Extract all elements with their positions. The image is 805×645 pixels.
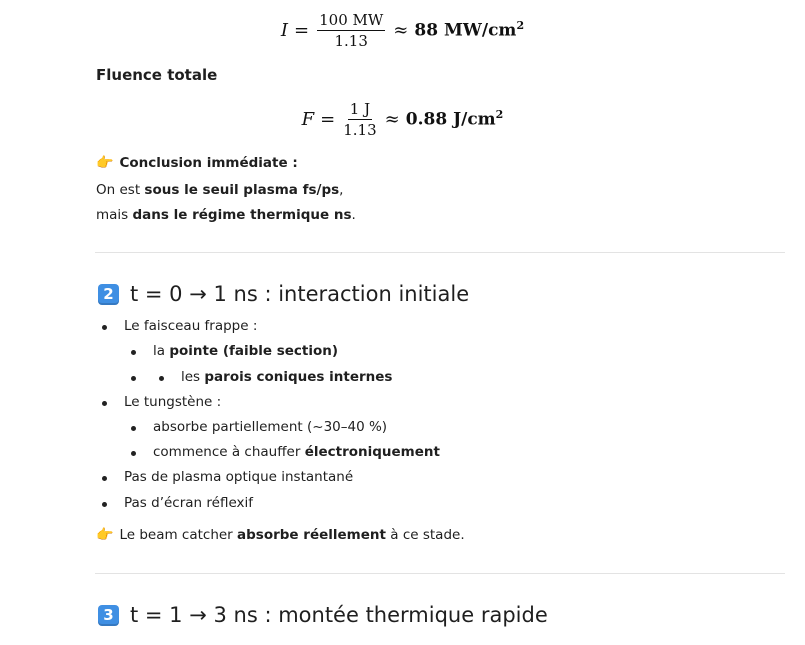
text: On est (96, 182, 145, 198)
text: Le beam catcher (119, 527, 238, 543)
text: commence à chauffer (153, 444, 305, 460)
eq-var: F (301, 108, 315, 130)
text: à ce stade. (385, 527, 465, 543)
eq-numerator: 1 J (349, 99, 371, 118)
text: , (339, 182, 344, 198)
eq-result (406, 108, 504, 130)
keycap-3-icon: 3 (98, 605, 119, 626)
list-item: Pas d’écran réflexif (124, 495, 254, 511)
section-3-heading (98, 603, 548, 627)
eq-exponent: 2 (495, 108, 504, 122)
text: . (351, 207, 356, 223)
list-item (153, 343, 338, 359)
fluence-heading: Fluence totale (96, 66, 218, 84)
section-3-title: t = 1 → 3 ns : montée thermique rapide (130, 603, 548, 627)
bold-text: pointe (faible section) (169, 343, 339, 359)
eq-equals: = (320, 108, 336, 130)
list-item: absorbe partiellement (~30–40 %) (153, 419, 388, 435)
eq-denominator: 1.13 (343, 120, 377, 139)
list-item: Le tungstène : (124, 394, 222, 410)
bullet-icon (102, 476, 107, 481)
eq-result-value: 0.88 J/cm (405, 109, 496, 130)
bold-text: dans le régime thermique ns (132, 207, 352, 223)
pointing-hand-icon: 👉 (96, 155, 114, 171)
bullet-icon (131, 350, 136, 355)
list-item: Pas de plasma optique instantané (124, 469, 354, 485)
section-2-title: t = 0 → 1 ns : interaction initiale (130, 282, 470, 306)
eq-approx: ≈ (393, 19, 409, 41)
bold-text: absorbe réellement (237, 527, 386, 543)
eq-equals: = (294, 19, 310, 41)
bullet-icon (159, 376, 164, 381)
keycap-2-icon: 2 (98, 284, 119, 305)
bullet-icon (102, 401, 107, 406)
section-2-heading (98, 282, 469, 306)
list-item: Le faisceau frappe : (124, 318, 258, 334)
eq-result-value: 88 MW/cm (414, 20, 517, 41)
text: mais (96, 207, 133, 223)
intensity-equation (0, 10, 805, 50)
eq-numerator: 100 MW (319, 10, 384, 29)
bold-text: sous le seuil plasma fs/ps (144, 182, 340, 198)
eq-denominator: 1.13 (334, 31, 368, 50)
eq-fraction (317, 10, 385, 51)
bullet-icon (102, 502, 107, 507)
list-item (181, 369, 392, 385)
divider (95, 252, 785, 253)
bold-text: électroniquement (304, 444, 440, 460)
list-item (153, 444, 440, 460)
conclusion-line-1 (96, 182, 343, 198)
bullet-icon (131, 426, 136, 431)
divider (95, 573, 785, 574)
conclusion-title-text: Conclusion immédiate : (119, 155, 298, 171)
eq-result (414, 19, 524, 41)
bullet-icon (131, 451, 136, 456)
bullet-icon (102, 325, 107, 330)
conclusion-title (96, 155, 298, 171)
bold-text: parois coniques internes (204, 369, 393, 385)
conclusion-line-2 (96, 207, 356, 223)
eq-fraction (343, 99, 376, 140)
text: les (181, 369, 205, 385)
text: la (153, 343, 170, 359)
eq-var: I (280, 19, 289, 41)
bullet-icon (131, 376, 136, 381)
eq-exponent: 2 (516, 19, 525, 33)
section-2-note (96, 527, 465, 543)
fluence-equation (0, 99, 805, 139)
eq-approx: ≈ (384, 108, 400, 130)
pointing-hand-icon: 👉 (96, 527, 114, 543)
